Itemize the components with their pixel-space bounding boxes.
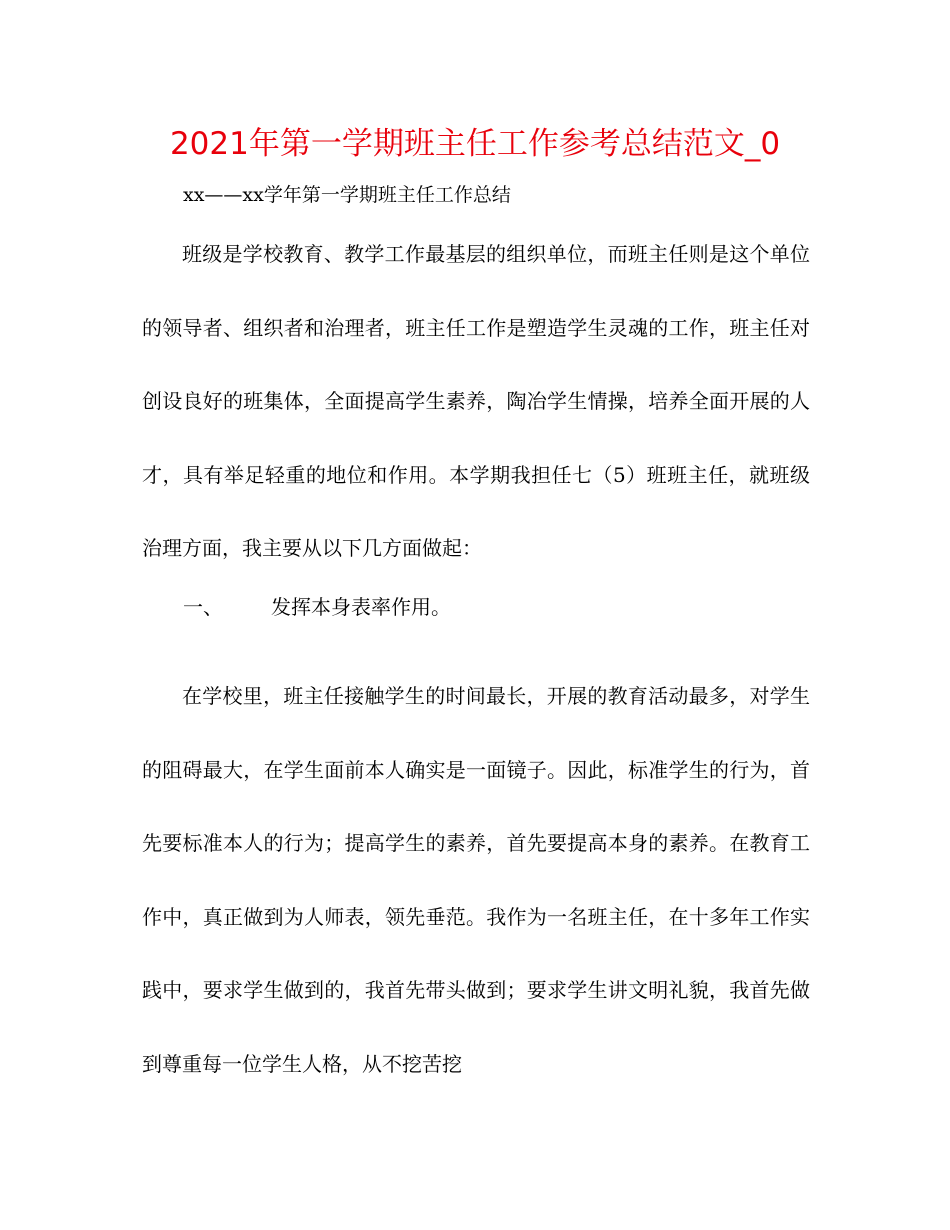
document-subtitle: xx——xx学年第一学期班主任工作总结 (183, 184, 511, 206)
section-number: 一、 (183, 595, 223, 619)
paragraph-section-1: 在学校里，班主任接触学生的时间最长，开展的教育活动最多，对学生的阻碍最大，在学生面前本人确实是一面镜子。因此，标准学生的行为，首先要标准本人的行为；提高学生的素养，首先要提高本身的素养。在教育工作中，真正做到为人师表，领先垂范。我作为一名班主任，在十多年工作实践中，要求学生做到的，我首先带头做到；要求学生讲文明礼貌，我首先做到尊重每一位学生人格，从不挖苦挖 (142, 684, 810, 1076)
document-title: 2021年第一学期班主任工作参考总结范文_0 (169, 126, 781, 162)
section-heading-text: 发挥本身表率作用。 (271, 595, 451, 619)
paragraph-intro: 班级是学校教育、教学工作最基层的组织单位，而班主任则是这个单位的领导者、组织者和治理者，班主任工作是塑造学生灵魂的工作，班主任对创设良好的班集体，全面提高学生素养，陶冶学生情操，培养全面开展的人才，具有举足轻重的地位和作用。本学期我担任七（5）班班主任，就班级治理方面，我主要从以下几方面做起： (142, 242, 810, 560)
section-heading-1 (183, 589, 451, 625)
